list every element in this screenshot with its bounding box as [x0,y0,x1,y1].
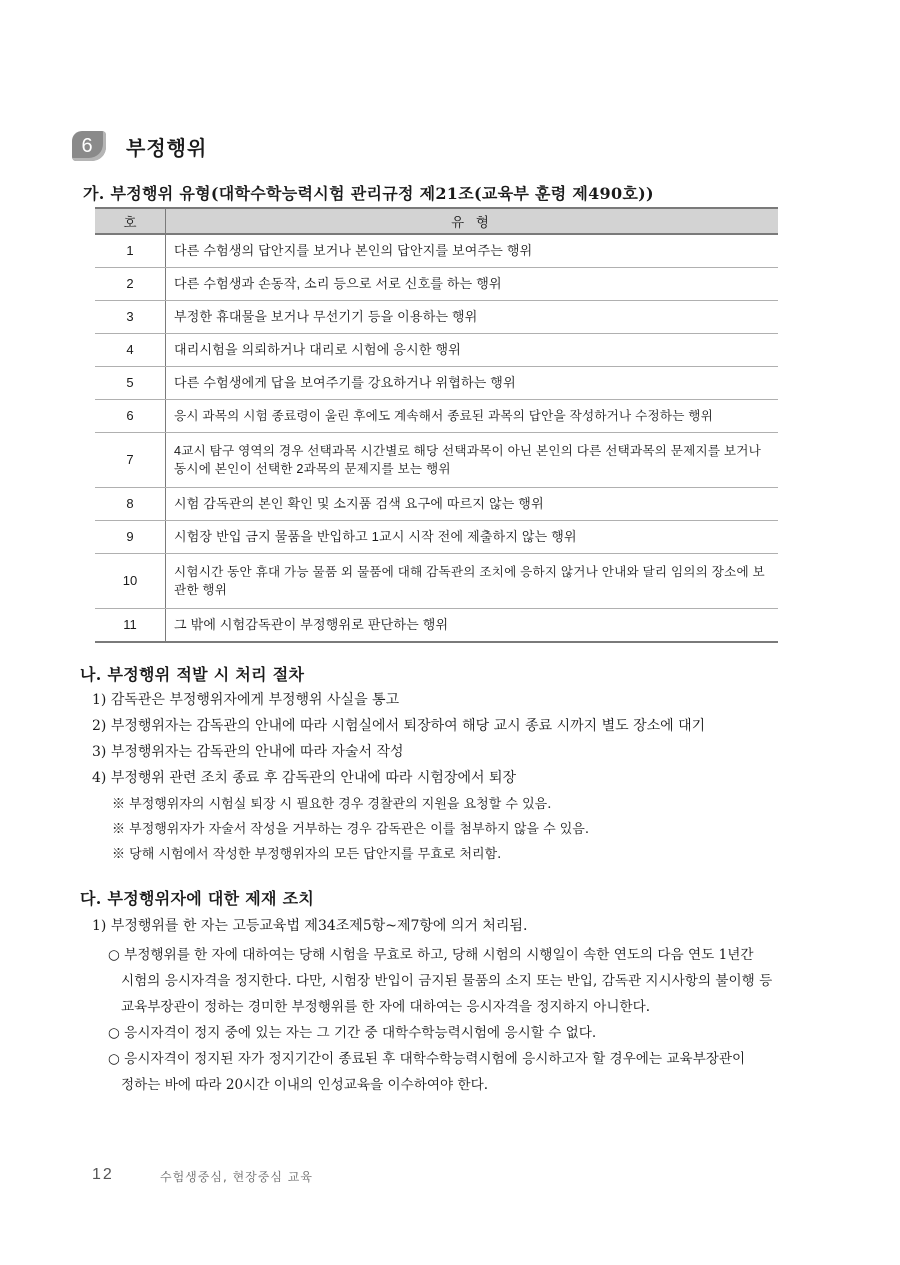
misconduct-types-table [95,207,778,643]
running-title: 수험생중심, 현장중심 교육 [160,1170,313,1184]
table-row [95,400,778,433]
row-number: 7 [95,433,166,488]
table-row [95,268,778,301]
row-type: 부정한 휴대물을 보거나 무선기기 등을 이용하는 행위 [166,301,779,334]
procedure-step: 4) 부정행위 관련 조치 종료 후 감독관의 안내에 따라 시험장에서 퇴장 [92,770,517,786]
part-b-title: 나. 부정행위 적발 시 처리 절차 [80,665,305,684]
table-row [95,488,778,521]
row-type: 대리시험을 의뢰하거나 대리로 시험에 응시한 행위 [166,334,779,367]
section-number: 6 [81,135,93,157]
sanction-bullet-cont: 시험의 응시자격을 정지한다. 다만, 시험장 반입이 금지된 물품의 소지 또는 반입, 감독관 지시사항의 불이행 등 [121,973,773,989]
row-number: 3 [95,301,166,334]
table-row [95,521,778,554]
row-number: 2 [95,268,166,301]
row-type: 4교시 탐구 영역의 경우 선택과목 시간별로 해당 선택과목이 아닌 본인의 다른 선택과목의 문제지를 보거나 동시에 본인이 선택한 2과목의 문제지를 보는 행위 [166,433,779,488]
table-row [95,433,778,488]
row-number: 5 [95,367,166,400]
row-number: 1 [95,234,166,268]
sanction-bullet: ○ 부정행위를 한 자에 대하여는 당해 시험을 무효로 하고, 당해 시험의 시행일이 속한 연도의 다음 연도 1년간 [108,947,754,963]
column-header-type: 유 형 [166,208,779,234]
row-type: 다른 수험생에게 답을 보여주기를 강요하거나 위협하는 행위 [166,367,779,400]
section-number-badge [72,131,108,161]
table-row [95,334,778,367]
table-row [95,301,778,334]
table-row [95,554,778,609]
row-number: 6 [95,400,166,433]
row-type: 그 밖에 시험감독관이 부정행위로 판단하는 행위 [166,609,779,643]
part-a-title: 가. 부정행위 유형(대학수학능력시험 관리규정 제21조(교육부 훈령 제490호)) [83,184,654,203]
page-number: 12 [92,1166,114,1183]
procedure-note: ※ 부정행위자가 자술서 작성을 거부하는 경우 감독관은 이를 첨부하지 않을 수 있음. [112,822,590,837]
row-type: 시험 감독관의 본인 확인 및 소지품 검색 요구에 따르지 않는 행위 [166,488,779,521]
table-row [95,609,778,643]
part-c-title: 다. 부정행위자에 대한 제재 조치 [80,889,315,908]
procedure-note: ※ 당해 시험에서 작성한 부정행위자의 모든 답안지를 무효로 처리함. [112,847,502,862]
procedure-step: 1) 감독관은 부정행위자에게 부정행위 사실을 통고 [92,692,400,708]
section-heading [72,130,207,162]
section-title: 부정행위 [126,135,208,160]
procedure-note: ※ 부정행위자의 시험실 퇴장 시 필요한 경우 경찰관의 지원을 요청할 수 있음. [112,797,552,812]
row-type: 시험장 반입 금지 물품을 반입하고 1교시 시작 전에 제출하지 않는 행위 [166,521,779,554]
sanction-bullet-cont: 교육부장관이 정하는 경미한 부정행위를 한 자에 대하여는 응시자격을 정지하지 아니한다. [121,999,651,1015]
procedure-step: 3) 부정행위자는 감독관의 안내에 따라 자술서 작성 [92,744,404,760]
row-number: 9 [95,521,166,554]
row-number: 8 [95,488,166,521]
row-type: 시험시간 동안 휴대 가능 물품 외 물품에 대해 감독관의 조치에 응하지 않거나 안내와 달리 임의의 장소에 보관한 행위 [166,554,779,609]
sanction-bullet: ○ 응시자격이 정지 중에 있는 자는 그 기간 중 대학수학능력시험에 응시할 수 없다. [108,1025,597,1041]
row-number: 11 [95,609,166,643]
row-number: 10 [95,554,166,609]
sanction-bullet-cont: 정하는 바에 따라 20시간 이내의 인성교육을 이수하여야 한다. [121,1077,489,1093]
column-header-number: 호 [95,208,166,234]
row-number: 4 [95,334,166,367]
table-row [95,367,778,400]
table-header-row [95,208,778,234]
row-type: 다른 수험생과 손동작, 소리 등으로 서로 신호를 하는 행위 [166,268,779,301]
row-type: 다른 수험생의 답안지를 보거나 본인의 답안지를 보여주는 행위 [166,234,779,268]
row-type: 응시 과목의 시험 종료령이 울린 후에도 계속해서 종료된 과목의 답안을 작성하거나 수정하는 행위 [166,400,779,433]
procedure-step: 2) 부정행위자는 감독관의 안내에 따라 시험실에서 퇴장하여 해당 교시 종료 시까지 별도 장소에 대기 [92,718,706,734]
sanction-bullet: ○ 응시자격이 정지된 자가 정지기간이 종료된 후 대학수학능력시험에 응시하고자 할 경우에는 교육부장관이 [108,1051,746,1067]
table-row [95,234,778,268]
sanction-item: 1) 부정행위를 한 자는 고등교육법 제34조제5항~제7항에 의거 처리됨. [92,918,528,934]
